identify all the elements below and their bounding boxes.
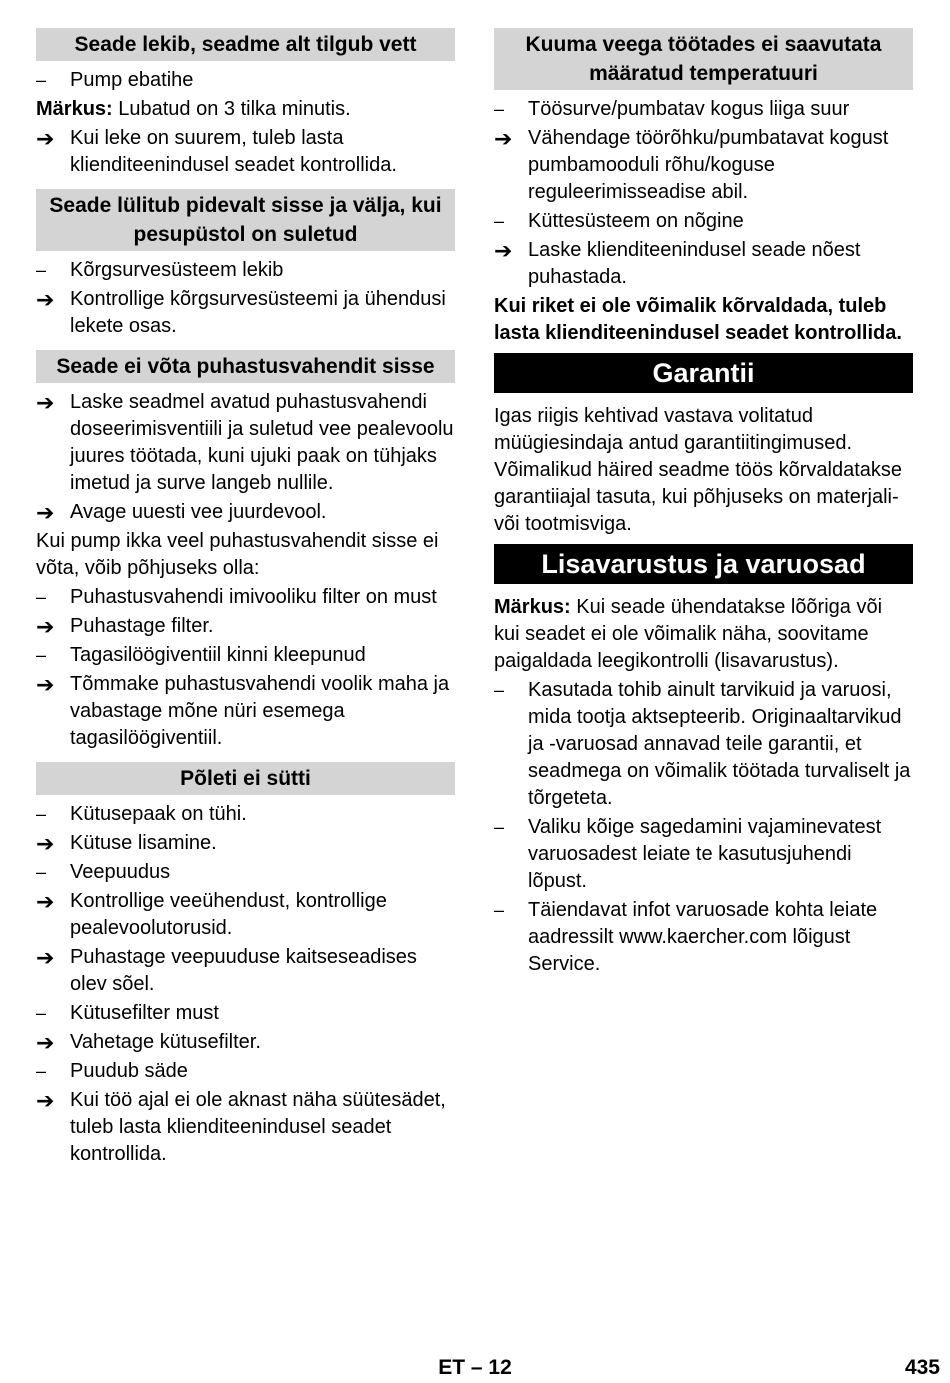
arrow-right-icon: ➔ bbox=[36, 889, 55, 914]
list-item: – Veepuudus bbox=[36, 859, 455, 886]
section-heading-cycling: Seade lülitub pidevalt sisse ja välja, kui pesupüstol on suletud bbox=[36, 189, 455, 251]
list-item: ➔ Vahetage kütusefilter. bbox=[36, 1030, 261, 1055]
list-item: ➔ Kui leke on suurem, tuleb lasta klienditeenindusel seadet kontrollida. bbox=[36, 126, 397, 176]
dash-marker: – bbox=[36, 804, 47, 824]
list-item: – Tagasilöögiventiil kinni kleepunud bbox=[36, 642, 455, 669]
arrow-right-icon: ➔ bbox=[36, 390, 55, 415]
list-item: – Küttesüsteem on nõgine bbox=[494, 208, 913, 235]
list-item: – Töösurve/pumbatav kogus liiga suur bbox=[494, 96, 913, 123]
section-heading-burner: Põleti ei sütti bbox=[36, 762, 455, 795]
arrow-right-icon: ➔ bbox=[36, 945, 55, 970]
dash-marker: – bbox=[494, 680, 505, 700]
footer-section-label: ET – 12 bbox=[438, 1356, 512, 1379]
arrow-right-icon: ➔ bbox=[36, 672, 55, 697]
list-item: ➔ Avage uuesti vee juurdevool. bbox=[36, 500, 327, 525]
note: Märkus: Kui seade ühendatakse lõõriga või kui seadet ei ole võimalik näha, soovitame paigaldada leegikontrolli (lisavarustus). bbox=[494, 596, 883, 672]
dash-marker: – bbox=[494, 900, 505, 920]
arrow-right-icon: ➔ bbox=[36, 614, 55, 639]
arrow-right-icon: ➔ bbox=[494, 238, 513, 263]
dash-marker: – bbox=[36, 645, 47, 665]
arrow-right-icon: ➔ bbox=[36, 126, 55, 151]
list-item: – Kõrgsurvesüsteem lekib bbox=[36, 257, 455, 284]
list-item: – Täiendavat infot varuosade kohta leiate aadressilt www.kaercher.com lõigust Service. bbox=[494, 899, 878, 975]
dash-marker: – bbox=[36, 70, 47, 90]
dash-marker: – bbox=[36, 1003, 47, 1023]
list-item: – Kütusepaak on tühi. bbox=[36, 801, 455, 828]
list-item: ➔ Puhastage veepuuduse kaitseseadises olev sõel. bbox=[36, 945, 417, 995]
list-item: ➔ Vähendage töörõhku/pumbatavat kogust pumbamooduli rõhu/koguse reguleerimisseadise abil. bbox=[494, 126, 889, 203]
list-item: – Pump ebatihe bbox=[36, 67, 455, 94]
list-item: ➔ Kontrollige kõrgsurvesüsteemi ja ühendusi lekete osas. bbox=[36, 287, 446, 337]
arrow-right-icon: ➔ bbox=[36, 500, 55, 525]
list-item: ➔ Laske klienditeenindusel seade nõest puhastada. bbox=[494, 238, 861, 288]
list-item: ➔ Kontrollige veeühendust, kontrollige pealevoolutorusid. bbox=[36, 889, 387, 939]
heading-accessories: Lisavarustus ja varuosad bbox=[494, 544, 913, 584]
section-heading-temperature: Kuuma veega töötades ei saavutata määratud temperatuuri bbox=[494, 28, 913, 90]
list-item: ➔ Puhastage filter. bbox=[36, 614, 214, 639]
list-item: – Kasutada tohib ainult tarvikuid ja varuosi, mida tootja aktsepteerib. Originaaltarvikud ja -varuosad annavad teile garantii, et seadmega on võimalik töötada turvaliselt ja tõrgeteta. bbox=[494, 679, 911, 809]
list-item: ➔ Kui töö ajal ei ole aknast näha süütesädet, tuleb lasta klienditeenindusel seadet kontrollida. bbox=[36, 1088, 446, 1165]
paragraph: Kui pump ikka veel puhastusvahendit sisse ei võta, võib põhjuseks olla: bbox=[36, 530, 439, 579]
arrow-right-icon: ➔ bbox=[36, 1030, 55, 1055]
garantii-text: Igas riigis kehtivad vastava volitatud müügiesindaja antud garantiitingimused. Võimalikud häired seadme töös kõrvaldatakse garantiiajal tasuta, kui põhjuseks on materjali- või tootmisviga. bbox=[494, 405, 902, 535]
section-heading-detergent: Seade ei võta puhastusvahendit sisse bbox=[36, 350, 455, 383]
dash-marker: – bbox=[36, 1061, 47, 1081]
list-item: ➔ Laske seadmel avatud puhastusvahendi doseerimisventiili ja suletud vee pealevoolu juures töötada, kuni ujuki paak on tühjaks imetud ja surve langeb nullile. bbox=[36, 390, 454, 494]
arrow-right-icon: ➔ bbox=[36, 1088, 55, 1113]
dash-marker: – bbox=[36, 862, 47, 882]
right-column bbox=[494, 28, 913, 980]
dash-marker: – bbox=[494, 211, 505, 231]
list-item: ➔ Kütuse lisamine. bbox=[36, 831, 217, 856]
dash-marker: – bbox=[36, 260, 47, 280]
heading-garantii: Garantii bbox=[494, 353, 913, 393]
dash-marker: – bbox=[494, 817, 505, 837]
note: Märkus: Lubatud on 3 tilka minutis. bbox=[36, 98, 351, 120]
list-item: – Valiku kõige sagedamini vajaminevatest varuosadest leiate te kasutusjuhendi lõpust. bbox=[494, 816, 882, 892]
arrow-right-icon: ➔ bbox=[36, 287, 55, 312]
list-item: ➔ Tõmmake puhastusvahendi voolik maha ja vabastage mõne nüri esemega tagasilöögiventiil. bbox=[36, 672, 450, 749]
dash-marker: – bbox=[36, 587, 47, 607]
dash-marker: – bbox=[494, 99, 505, 119]
bold-note: Kui riket ei ole võimalik kõrvaldada, tuleb lasta klienditeenindusel seadet kontrollida. bbox=[494, 295, 902, 344]
left-column bbox=[36, 28, 455, 1170]
arrow-right-icon: ➔ bbox=[494, 126, 513, 151]
list-item: – Kütusefilter must bbox=[36, 1000, 455, 1027]
section-heading-leak: Seade lekib, seadme alt tilgub vett bbox=[36, 28, 455, 61]
list-item: – Puudub säde bbox=[36, 1058, 455, 1085]
list-item: – Puhastusvahendi imivooliku filter on must bbox=[36, 584, 455, 611]
arrow-right-icon: ➔ bbox=[36, 831, 55, 856]
page-number: 435 bbox=[904, 1356, 940, 1379]
